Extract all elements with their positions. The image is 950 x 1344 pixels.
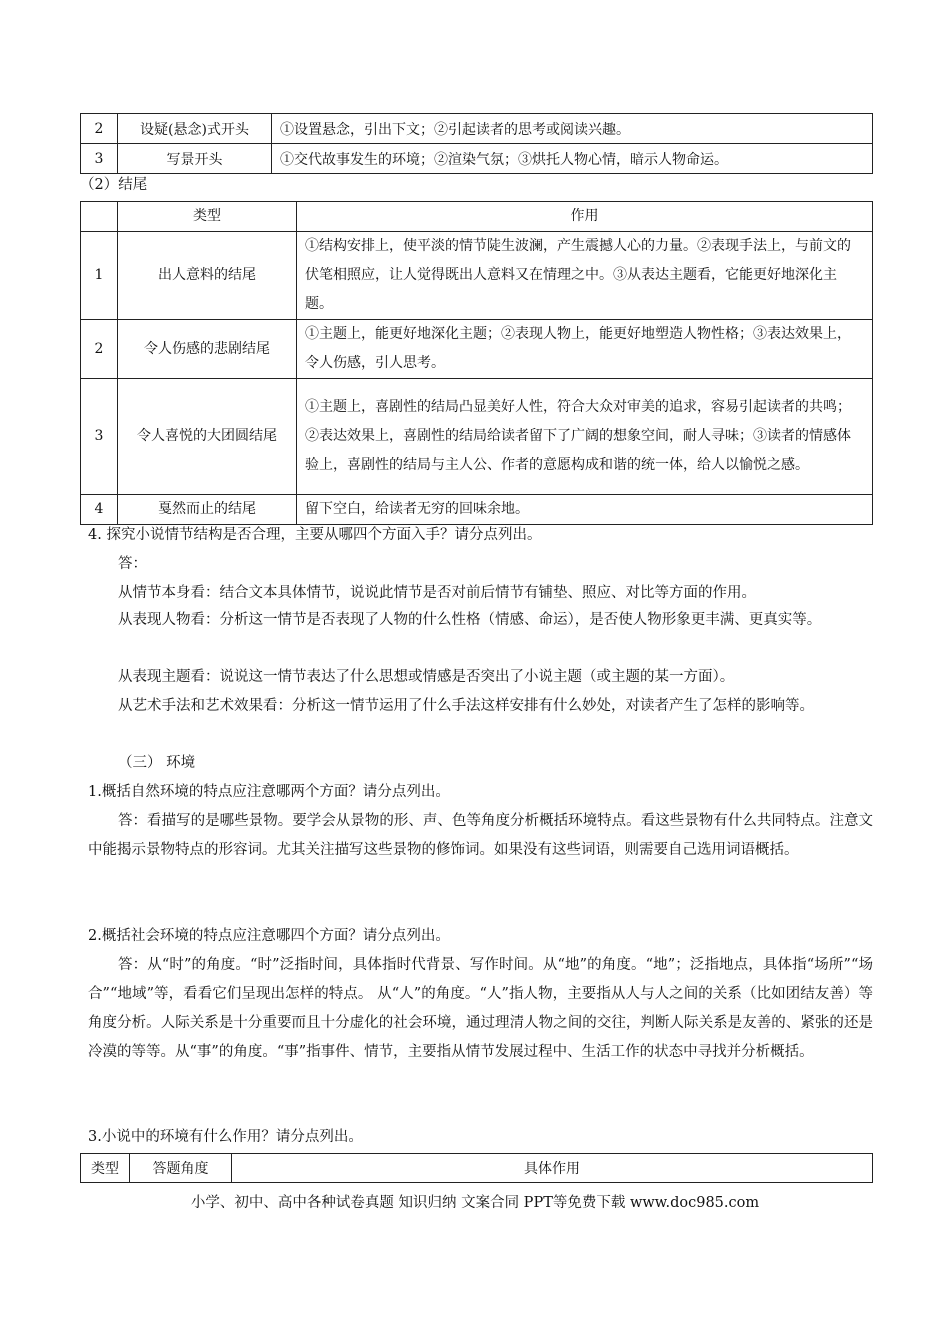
ending-effect: ①主题上，喜剧性的结局凸显美好人性，符合大众对审美的追求，容易引起读者的共鸣；②表达效果上，喜剧性的结局给读者留下了广阔的想象空间，耐人寻味；③读者的情感体验上，喜剧性的结局与主人公、作者的意愿构成和谐的统一体，给人以愉悦之感。	[297, 379, 873, 495]
table-row	[81, 379, 873, 495]
ending-table	[80, 201, 873, 525]
table-header-row	[81, 202, 873, 232]
header-blank	[81, 202, 118, 232]
opening-effect: ①设置悬念，引出下文；②引起读者的思考或阅读兴趣。	[272, 114, 873, 144]
q4-point-2: 从表现人物看：分析这一情节是否表现了人物的什么性格（情感、命运），是否使人物形象更丰满、更真实等。	[118, 612, 822, 628]
section-title: （三） 环境	[118, 755, 196, 771]
table-row	[81, 232, 873, 320]
environment-table	[80, 1153, 873, 1183]
ending-effect: ①主题上，能更好地深化主题；②表现人物上，能更好地塑造人物性格；③表达效果上，令人伤感，引人思考。	[297, 320, 873, 379]
row-number: 2	[81, 114, 118, 144]
q4-question: 4. 探究小说情节结构是否合理，主要从哪四个方面入手？请分点列出。	[88, 527, 542, 543]
opening-effect: ①交代故事发生的环境；②渲染气氛；③烘托人物心情，暗示人物命运。	[272, 144, 873, 174]
ending-type: 令人喜悦的大团圆结尾	[118, 379, 297, 495]
opening-table	[80, 113, 873, 174]
table-row	[81, 144, 873, 174]
header-angle: 答题角度	[130, 1154, 232, 1183]
e3-question: 3.小说中的环境有什么作用？请分点列出。	[88, 1129, 363, 1145]
q4-point-3: 从表现主题看：说说这一情节表达了什么思想或情感是否突出了小说主题（或主题的某一方面）。	[118, 669, 735, 685]
page-footer: 小学、初中、高中各种试卷真题 知识归纳 文案合同 PPT等免费下载 www.doc985.com	[190, 1195, 760, 1211]
header-type: 类型	[118, 202, 297, 232]
e2-answer: 答：从“时”的角度。“时”泛指时间，具体指时代背景、写作时间。从“地”的角度。“地”；泛指地点，具体指“场所”“场合”“地域”等，看看它们呈现出怎样的特点。 从“人”的角度。“人”指人物，主要指从人与人之间的关系（比如团结友善）等角度分析。人际关系是十分重要而且十分虚化的社会环境，通过理清人物之间的交往，判断人际关系是友善的、紧张的还是冷漠的等等。从“事”的角度。“事”指事件、情节，主要指从情节发展过程中、生活工作的状态中寻找并分析概括。	[88, 957, 873, 1060]
header-effect: 具体作用	[232, 1154, 873, 1183]
header-type: 类型	[81, 1154, 130, 1183]
table-header-row	[81, 1154, 873, 1183]
ending-type: 令人伤感的悲剧结尾	[118, 320, 297, 379]
q4-answer-label: 答：	[118, 556, 147, 572]
e1-question: 1.概括自然环境的特点应注意哪两个方面？请分点列出。	[88, 784, 450, 800]
header-effect: 作用	[297, 202, 873, 232]
ending-effect: ①结构安排上，使平淡的情节陡生波澜，产生震撼人心的力量。②表现手法上，与前文的伏笔相照应，让人觉得既出人意料又在情理之中。③从表达主题看，它能更好地深化主题。	[297, 232, 873, 320]
q4-point-1: 从情节本身看：结合文本具体情节，说说此情节是否对前后情节有铺垫、照应、对比等方面的作用。	[118, 585, 756, 601]
row-number: 1	[81, 232, 118, 320]
ending-type: 戛然而止的结尾	[118, 495, 297, 525]
row-number: 3	[81, 379, 118, 495]
ending-type: 出人意料的结尾	[118, 232, 297, 320]
e1-answer: 答：看描写的是哪些景物。要学会从景物的形、声、色等角度分析概括环境特点。看这些景物有什么共同特点。注意文中能揭示景物特点的形容词。尤其关注描写这些景物的修饰词。如果没有这些词语，则需要自己选用词语概括。	[88, 813, 873, 858]
ending-heading: （2）结尾	[80, 177, 148, 193]
opening-type: 写景开头	[118, 144, 272, 174]
table-row	[81, 114, 873, 144]
q4-point-4: 从艺术手法和艺术效果看：分析这一情节运用了什么手法这样安排有什么妙处，对读者产生了怎样的影响等。	[118, 698, 814, 714]
row-number: 3	[81, 144, 118, 174]
table-row	[81, 320, 873, 379]
row-number: 4	[81, 495, 118, 525]
e2-question: 2.概括社会环境的特点应注意哪四个方面？请分点列出。	[88, 928, 450, 944]
table-row	[81, 495, 873, 525]
row-number: 2	[81, 320, 118, 379]
ending-effect: 留下空白，给读者无穷的回味余地。	[297, 495, 873, 525]
opening-type: 设疑(悬念)式开头	[118, 114, 272, 144]
